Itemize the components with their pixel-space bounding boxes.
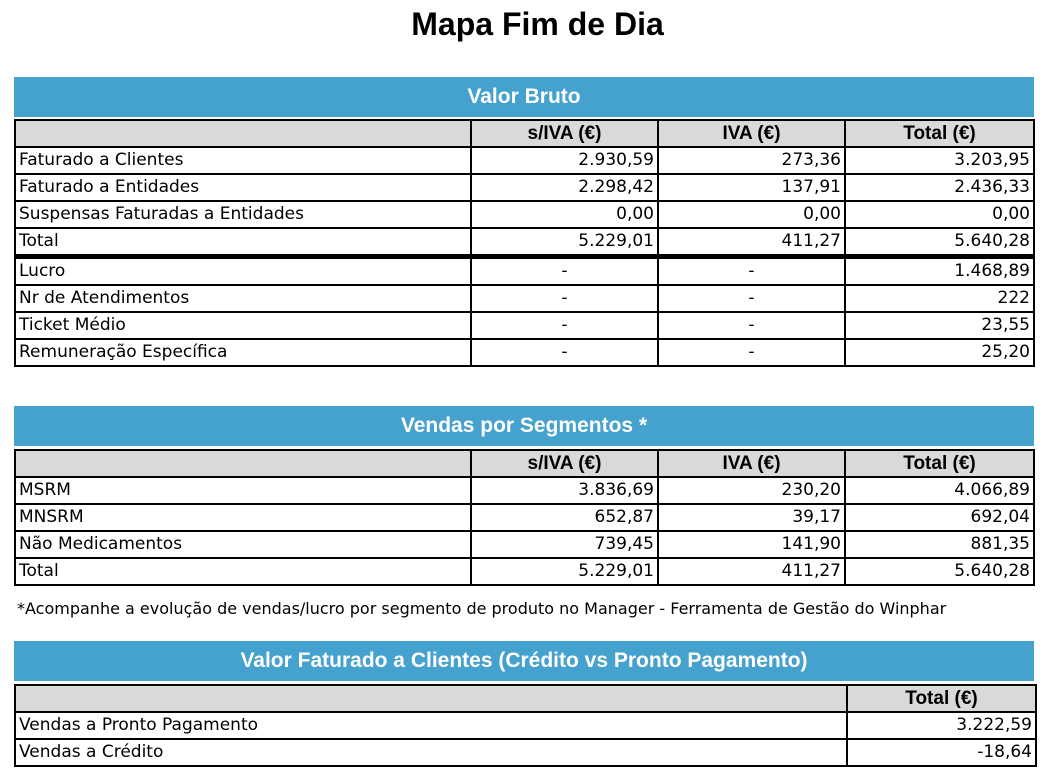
cell-iva: 141,90 <box>658 531 845 558</box>
table-row <box>15 174 1034 201</box>
page-title: Mapa Fim de Dia <box>411 6 664 42</box>
table-row <box>15 312 1034 339</box>
vendas-segmentos-table <box>14 449 1035 586</box>
table-row <box>15 712 1036 739</box>
cell-total: 4.066,89 <box>845 477 1034 504</box>
cell-total: 1.468,89 <box>845 257 1034 286</box>
header-iva: IVA (€) <box>658 120 845 147</box>
cell-total: 3.222,59 <box>847 712 1036 739</box>
cell-total: 3.203,95 <box>845 147 1034 174</box>
valor-bruto-table <box>14 119 1035 367</box>
table-row <box>15 147 1034 174</box>
cell-total: 0,00 <box>845 201 1034 228</box>
segment-footnote: *Acompanhe a evolução de vendas/lucro por segmento de produto no Manager - Ferramenta de Gestão do Winphar <box>17 599 947 618</box>
cell-s-iva: 739,45 <box>471 531 658 558</box>
header-iva: IVA (€) <box>658 450 845 477</box>
cell-iva: 137,91 <box>658 174 845 201</box>
header-blank-cell <box>15 450 471 477</box>
cell-total: 692,04 <box>845 504 1034 531</box>
cell-s-iva: 2.298,42 <box>471 174 658 201</box>
cell-s-iva: 3.836,69 <box>471 477 658 504</box>
cell-s-iva: - <box>471 257 658 286</box>
row-label: Total <box>15 558 471 585</box>
cell-iva: 39,17 <box>658 504 845 531</box>
cell-total: 881,35 <box>845 531 1034 558</box>
cell-total: 5.640,28 <box>845 228 1034 257</box>
header-total: Total (€) <box>845 450 1034 477</box>
row-label: Faturado a Entidades <box>15 174 471 201</box>
cell-total: 5.640,28 <box>845 558 1034 585</box>
cell-iva: - <box>658 312 845 339</box>
cell-total: 23,55 <box>845 312 1034 339</box>
row-label: MSRM <box>15 477 471 504</box>
row-label: Faturado a Clientes <box>15 147 471 174</box>
header-s-iva: s/IVA (€) <box>471 450 658 477</box>
table-row <box>15 531 1034 558</box>
table-row <box>15 257 1034 286</box>
table-row-total <box>15 558 1034 585</box>
cell-s-iva: 0,00 <box>471 201 658 228</box>
table-row <box>15 739 1036 766</box>
cell-total: 222 <box>845 285 1034 312</box>
cell-total: -18,64 <box>847 739 1036 766</box>
header-blank-cell <box>15 120 471 147</box>
header-total: Total (€) <box>847 685 1036 712</box>
cell-iva: 411,27 <box>658 558 845 585</box>
cell-iva: - <box>658 257 845 286</box>
cell-iva: 411,27 <box>658 228 845 257</box>
table-header-row <box>15 450 1034 477</box>
row-label: Remuneração Específica <box>15 339 471 366</box>
row-label: MNSRM <box>15 504 471 531</box>
table-row <box>15 339 1034 366</box>
table-row <box>15 201 1034 228</box>
table-row <box>15 285 1034 312</box>
cell-iva: 230,20 <box>658 477 845 504</box>
table-row <box>15 504 1034 531</box>
cell-iva: 273,36 <box>658 147 845 174</box>
cell-s-iva: 2.930,59 <box>471 147 658 174</box>
row-label: Ticket Médio <box>15 312 471 339</box>
row-label: Total <box>15 228 471 257</box>
table-row-total <box>15 228 1034 257</box>
vendas-segmentos-header: Vendas por Segmentos * <box>14 406 1034 446</box>
header-s-iva: s/IVA (€) <box>471 120 658 147</box>
row-label: Suspensas Faturadas a Entidades <box>15 201 471 228</box>
header-total: Total (€) <box>845 120 1034 147</box>
cell-iva: 0,00 <box>658 201 845 228</box>
row-label: Não Medicamentos <box>15 531 471 558</box>
row-label: Nr de Atendimentos <box>15 285 471 312</box>
row-label: Vendas a Crédito <box>15 739 847 766</box>
cell-s-iva: - <box>471 285 658 312</box>
table-header-row <box>15 685 1036 712</box>
cell-total: 2.436,33 <box>845 174 1034 201</box>
cell-iva: - <box>658 285 845 312</box>
row-label: Vendas a Pronto Pagamento <box>15 712 847 739</box>
cell-s-iva: - <box>471 339 658 366</box>
table-row <box>15 477 1034 504</box>
cell-s-iva: - <box>471 312 658 339</box>
cell-s-iva: 5.229,01 <box>471 558 658 585</box>
cell-iva: - <box>658 339 845 366</box>
table-header-row <box>15 120 1034 147</box>
valor-bruto-header: Valor Bruto <box>14 77 1034 117</box>
cell-total: 25,20 <box>845 339 1034 366</box>
valor-faturado-table <box>14 684 1037 767</box>
cell-s-iva: 652,87 <box>471 504 658 531</box>
row-label: Lucro <box>15 257 471 286</box>
header-blank-cell <box>15 685 847 712</box>
valor-faturado-header: Valor Faturado a Clientes (Crédito vs Pronto Pagamento) <box>14 641 1034 681</box>
cell-s-iva: 5.229,01 <box>471 228 658 257</box>
